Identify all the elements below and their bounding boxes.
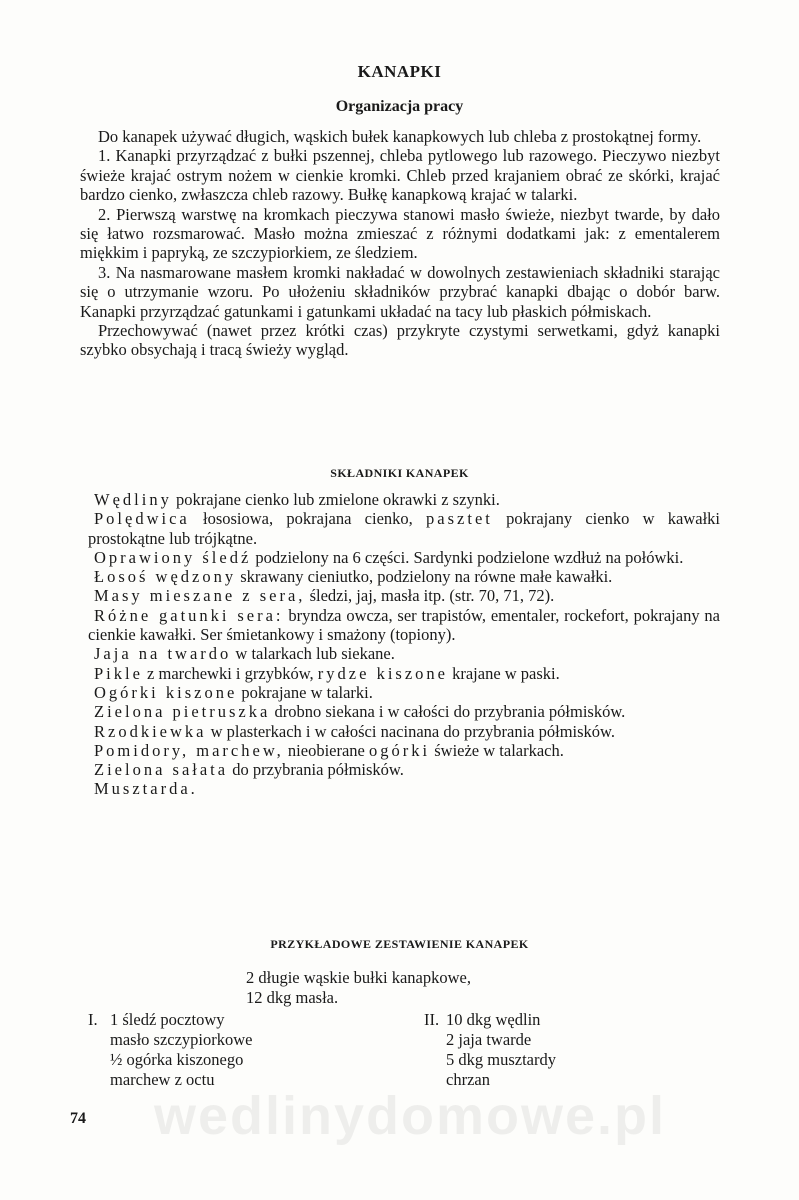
variant-line: masło szczypiorkowe xyxy=(110,1030,253,1049)
ingredient-item xyxy=(88,664,720,683)
ingredient-term: Jaja na twardo xyxy=(94,644,232,664)
ingredient-term: Rzodkiewka xyxy=(94,721,207,741)
paragraph: 2. Pierwszą warstwę na kromkach pieczywa stanowi masło świeże, niezbyt twarde, by dało się łatwo rozsmarować. Masło można zmieszać z różnymi dodatkami jak: z ementalerem miękkim i papryką, ze szczypiorkiem, ze śledziem. xyxy=(80,204,720,263)
ingredient-item xyxy=(88,548,720,567)
variant-number: I. xyxy=(88,1010,98,1029)
ingredient-desc: pokrajane w talarki. xyxy=(237,682,373,702)
ingredient-term: Oprawiony śledź xyxy=(94,547,252,567)
ingredient-term: pasztet xyxy=(426,509,493,529)
paragraph: Przechowywać (nawet przez krótki czas) przykryte czystymi serwetkami, gdyż kanapki szybko obsychają i tracą świeży wygląd. xyxy=(80,321,720,360)
ingredient-term: Ogórki kiszone xyxy=(94,682,238,702)
variant-line: ½ ogórka kiszonego xyxy=(110,1050,244,1069)
ingredient-item xyxy=(88,760,720,779)
ingredient-term: Zielona pietruszka xyxy=(94,702,271,722)
ingredient-desc: podzielony na 6 części. Sardynki podzielone wzdłuż na połówki. xyxy=(251,547,684,567)
ingredient-item xyxy=(88,644,720,663)
watermark: wedlinydomowe.pl xyxy=(153,1086,667,1146)
ingredients-list xyxy=(88,490,720,799)
ingredient-term: Różne gatunki sera: xyxy=(94,605,284,625)
ingredient-desc: w plasterkach i w całości nacinana do przybrania półmisków. xyxy=(206,721,616,741)
sample-base-line: 12 dkg masła. xyxy=(246,988,339,1007)
ingredient-term: rydze kiszone xyxy=(317,663,448,683)
ingredient-item xyxy=(88,779,720,798)
ingredient-desc: pokrajane cienko lub zmielone okrawki z szynki. xyxy=(171,490,500,509)
sample-variant-two xyxy=(424,1010,556,1090)
ingredient-desc: skrawany cieniutko, podzielony na równe małe kawałki. xyxy=(236,567,613,587)
ingredient-desc: krajane w paski. xyxy=(447,663,560,683)
ingredient-term: ogórki xyxy=(369,740,431,760)
ingredient-desc: śledzi, jaj, masła itp. (str. 70, 71, 72). xyxy=(305,586,555,606)
sample-base-line: 2 długie wąskie bułki kanapkowe, xyxy=(246,968,471,987)
ingredient-term: Wędliny xyxy=(94,490,172,509)
ingredient-item xyxy=(88,702,720,721)
variant-number: II. xyxy=(424,1010,440,1029)
ingredient-item xyxy=(88,567,720,586)
ingredient-item xyxy=(88,586,720,605)
variant-line: 5 dkg musztardy xyxy=(446,1050,556,1069)
ingredient-desc: bryndza owcza, ser trapistów, ementaler, rockefort, pokrajany na cienkie kawałki. Ser śmietankowy i smażony (topiony). xyxy=(88,605,720,645)
ingredient-item xyxy=(88,509,720,548)
variant-line: 2 jaja twarde xyxy=(446,1030,532,1049)
ingredient-item xyxy=(88,490,720,509)
ingredients-heading: SKŁADNIKI KANAPEK xyxy=(330,466,469,480)
ingredient-term: Masy mieszane z sera, xyxy=(94,586,306,606)
variant-line: chrzan xyxy=(446,1070,490,1089)
ingredient-term: Zielona sałata xyxy=(94,760,229,780)
ingredient-term: Łosoś wędzony xyxy=(94,567,237,587)
ingredient-item xyxy=(88,683,720,702)
sample-heading: PRZYKŁADOWE ZESTAWIENIE KANAPEK xyxy=(270,937,529,951)
variant-line: marchew z octu xyxy=(110,1070,215,1089)
variant-line: 1 śledź pocztowy xyxy=(110,1010,225,1029)
sample-variant-one xyxy=(88,1010,253,1090)
ingredient-desc: nieobierane xyxy=(283,740,370,760)
ingredient-term: Musztarda. xyxy=(94,779,198,799)
section-subtitle: Organizacja pracy xyxy=(335,98,464,115)
ingredient-desc: łososiowa, pokrajana cienko, xyxy=(189,509,427,529)
variant-line: 10 dkg wędlin xyxy=(446,1010,541,1029)
paragraph: Do kanapek używać długich, wąskich bułek kanapkowych lub chleba z prostokątnej formy. xyxy=(98,127,702,146)
paragraph: 1. Kanapki przyrządzać z bułki pszennej, chleba pytlowego lub razowego. Pieczywo niezbyt świeże krajać ostrym nożem w cienkie kromki. Chleb przed krajaniem obrać ze skórki, krajać bardzo cienko, zwłaszcza chleb razowy. Bułkę kanapkową krajać w talarki. xyxy=(80,146,720,205)
paragraph: 3. Na nasmarowane masłem kromki nakładać w dowolnych zestawieniach składniki starając się o utrzymanie wzoru. Po ułożeniu składników przybrać kanapki dbając o dobór barw. Kanapki przyrządzać gatunkami i gatunkami układać na tacy lub płaskich półmiskach. xyxy=(80,262,720,321)
ingredient-term: Pikle xyxy=(94,663,143,683)
organization-section xyxy=(80,127,720,360)
ingredient-term: Pomidory, marchew, xyxy=(94,740,284,760)
ingredient-desc: świeże w talarkach. xyxy=(430,740,564,760)
ingredient-item xyxy=(88,606,720,645)
page-title: KANAPKI xyxy=(357,62,442,81)
ingredient-desc: drobno siekana i w całości do przybrania półmisków. xyxy=(270,702,626,722)
sample-base xyxy=(246,968,471,1008)
ingredient-desc: z marchewki i grzybków, xyxy=(142,663,318,683)
ingredient-desc: do przybrania półmisków. xyxy=(228,760,404,780)
ingredient-item xyxy=(88,722,720,741)
page-number: 74 xyxy=(70,1110,86,1127)
ingredient-desc: w talarkach lub siekane. xyxy=(231,644,395,664)
ingredient-desc: pokrajany cienko w kawałki prostokątne lub trójkątne. xyxy=(88,509,720,548)
ingredient-item xyxy=(88,741,720,760)
ingredient-term: Polędwica xyxy=(94,509,190,529)
